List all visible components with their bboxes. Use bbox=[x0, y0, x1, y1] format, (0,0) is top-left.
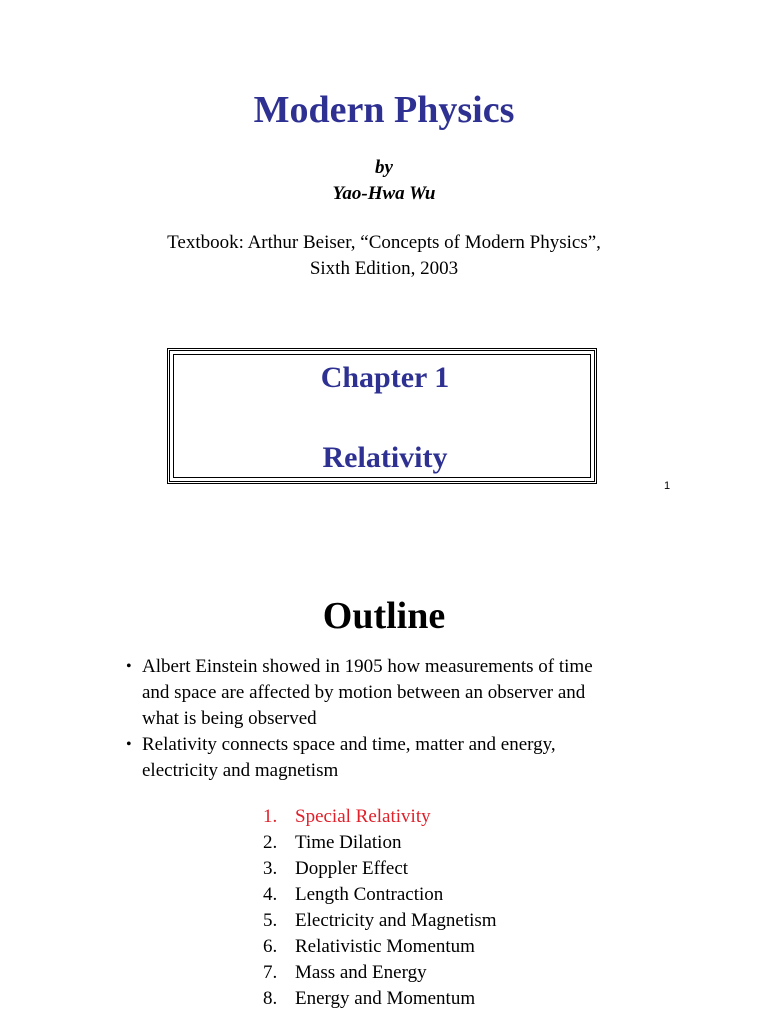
bullet-line: Relativity connects space and time, matter and energy, bbox=[142, 734, 556, 755]
outline-item-label: Doppler Effect bbox=[295, 858, 409, 879]
outline-item-time-dilation bbox=[263, 830, 401, 856]
textbook-line-1: Textbook: Arthur Beiser, “Concepts of Modern Physics”, bbox=[167, 232, 601, 253]
outline-item-number: 2. bbox=[263, 832, 278, 853]
outline-item-number: 4. bbox=[263, 884, 278, 905]
outline-item-length-contraction bbox=[263, 882, 443, 908]
outline-item-number: 3. bbox=[263, 858, 278, 879]
outline-item-label: Relativistic Momentum bbox=[295, 936, 475, 957]
chapter-name: Relativity bbox=[322, 441, 448, 474]
outline-item-label: Energy and Momentum bbox=[295, 988, 476, 1009]
outline-item-doppler-effect bbox=[263, 856, 408, 882]
outline-item-special-relativity bbox=[263, 804, 431, 830]
outline-item-label: Time Dilation bbox=[295, 832, 402, 853]
bullet-text bbox=[142, 732, 682, 784]
bullet-dot-icon: • bbox=[126, 658, 132, 675]
author-name: Yao-Hwa Wu bbox=[332, 183, 436, 204]
outline-item-mass-energy bbox=[263, 960, 427, 986]
outline-item-label: Special Relativity bbox=[295, 806, 431, 827]
outline-item-number: 6. bbox=[263, 936, 278, 957]
bullet-line: Albert Einstein showed in 1905 how measurements of time bbox=[142, 656, 593, 677]
slide-page-number: 1 bbox=[664, 480, 671, 492]
bullet-text bbox=[142, 654, 682, 732]
textbook-line-2: Sixth Edition, 2003 bbox=[309, 258, 459, 279]
bullet-line: electricity and magnetism bbox=[142, 760, 339, 781]
outline-item-energy-momentum bbox=[263, 986, 475, 1012]
byline-by: by bbox=[375, 157, 393, 178]
outline-item-label: Mass and Energy bbox=[295, 962, 427, 983]
outline-heading: Outline bbox=[322, 595, 446, 637]
outline-item-electricity-magnetism bbox=[263, 908, 497, 934]
outline-item-label: Electricity and Magnetism bbox=[295, 910, 497, 931]
outline-item-number: 1. bbox=[263, 806, 278, 827]
page-title: Modern Physics bbox=[253, 89, 515, 131]
outline-item-number: 7. bbox=[263, 962, 278, 983]
outline-item-number: 5. bbox=[263, 910, 278, 931]
outline-item-number: 8. bbox=[263, 988, 278, 1009]
bullet-line: and space are affected by motion between an observer and bbox=[142, 682, 586, 703]
outline-item-label: Length Contraction bbox=[295, 884, 444, 905]
chapter-label: Chapter 1 bbox=[320, 361, 450, 394]
outline-item-relativistic-momentum bbox=[263, 934, 475, 960]
bullet-dot-icon: • bbox=[126, 736, 132, 753]
bullet-line: what is being observed bbox=[142, 708, 317, 729]
